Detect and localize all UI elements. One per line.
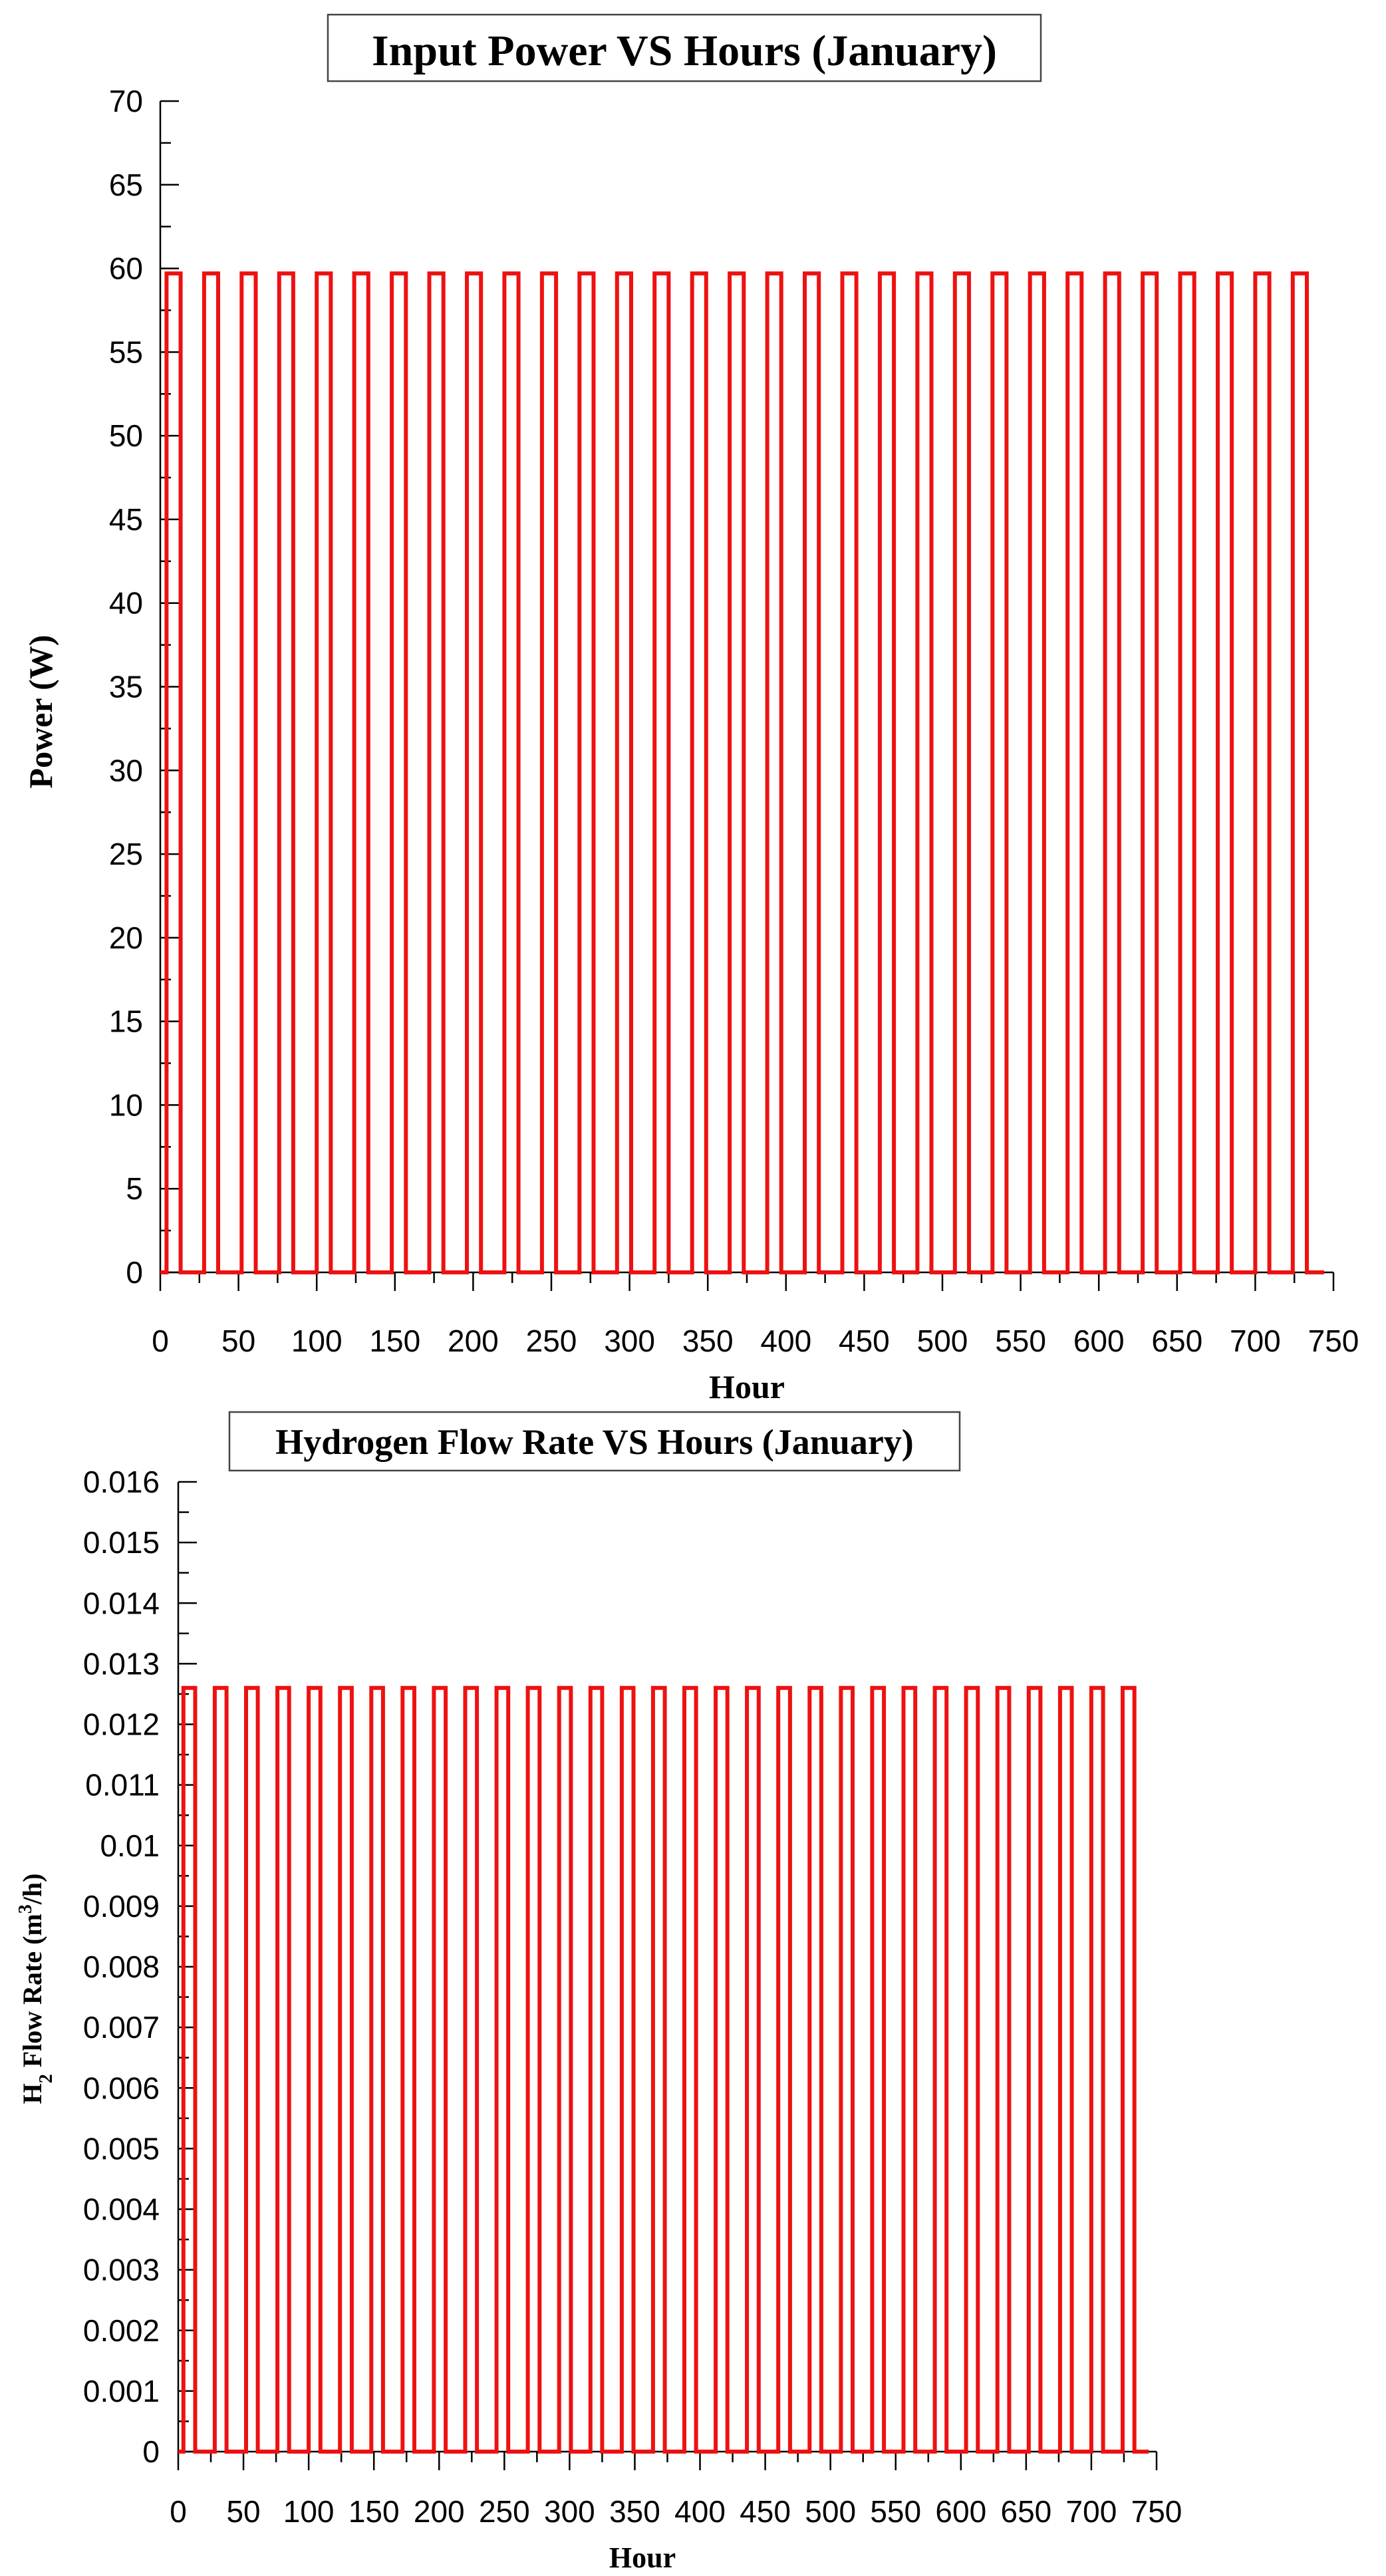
y-tick-label: 0.003 <box>82 2252 160 2287</box>
chart-title-group <box>328 15 1041 81</box>
y-tick-label: 30 <box>108 753 143 788</box>
x-tick-label: 700 <box>1230 1324 1281 1358</box>
x-axis-title: Hour <box>609 2541 676 2574</box>
y-tick-label: 0.015 <box>82 1525 160 1560</box>
y-tick-label: 0 <box>126 1255 143 1290</box>
x-tick-label: 600 <box>1073 1324 1125 1358</box>
y-tick-label: 20 <box>108 920 143 955</box>
x-tick-label: 50 <box>221 1324 256 1358</box>
x-tick-label: 650 <box>1151 1324 1203 1358</box>
x-tick-label: 400 <box>760 1324 812 1358</box>
x-tick-label: 100 <box>283 2494 335 2529</box>
y-tick-label: 0.004 <box>82 2192 160 2227</box>
x-tick-label: 400 <box>674 2494 726 2529</box>
chart-title: Hydrogen Flow Rate VS Hours (January) <box>275 1422 914 1462</box>
y-tick-label: 25 <box>108 837 143 872</box>
x-tick-label: 50 <box>226 2494 261 2529</box>
y-tick-label: 15 <box>108 1004 143 1039</box>
y-tick-label: 0.01 <box>100 1828 160 1863</box>
chart-input-power <box>22 15 1359 1405</box>
x-tick-label: 350 <box>609 2494 660 2529</box>
x-tick-label: 650 <box>1000 2494 1052 2529</box>
y-tick-label: 0.009 <box>82 1888 160 1924</box>
y-tick-label: 0 <box>142 2434 160 2469</box>
x-tick-label: 450 <box>740 2494 791 2529</box>
x-axis-title: Hour <box>709 1368 785 1405</box>
y-tick-label: 35 <box>108 669 143 704</box>
x-tick-label: 100 <box>291 1324 343 1358</box>
x-tick-label: 300 <box>604 1324 655 1358</box>
x-tick-label: 500 <box>916 1324 968 1358</box>
x-tick-label: 250 <box>478 2494 530 2529</box>
y-tick-label: 0.007 <box>82 2010 160 2045</box>
chart-title: Input Power VS Hours (January) <box>371 27 998 75</box>
y-axis-title: Power (W) <box>22 635 59 789</box>
x-tick-label: 200 <box>413 2494 465 2529</box>
x-tick-label: 0 <box>152 1324 169 1358</box>
x-tick-label: 300 <box>544 2494 595 2529</box>
x-tick-label: 0 <box>170 2494 187 2529</box>
y-tick-label: 0.016 <box>82 1465 160 1499</box>
y-tick-label: 45 <box>108 501 143 537</box>
y-tick-label: 0.006 <box>82 2071 160 2106</box>
chart-title-group <box>229 1412 960 1471</box>
x-tick-label: 450 <box>839 1324 890 1358</box>
y-tick-label: 0.001 <box>82 2373 160 2408</box>
y-tick-label: 65 <box>108 167 143 202</box>
y-tick-label: 0.012 <box>82 1707 160 1742</box>
y-axis-title: $H_2$ Flow Rate $(m^3/h)$ <box>15 1873 57 2104</box>
x-tick-label: 150 <box>348 2494 400 2529</box>
y-tick-label: 40 <box>108 585 143 621</box>
plot-area <box>160 273 1324 1272</box>
series-line <box>178 1688 1149 2452</box>
chart-hydrogen-flow <box>15 1412 1182 2574</box>
x-tick-label: 750 <box>1308 1324 1359 1358</box>
y-tick-label: 0.002 <box>82 2313 160 2348</box>
x-tick-label: 500 <box>805 2494 857 2529</box>
y-tick-label: 0.005 <box>82 2131 160 2166</box>
x-tick-label: 550 <box>995 1324 1046 1358</box>
y-tick-label: 70 <box>108 84 143 118</box>
x-tick-label: 250 <box>525 1324 577 1358</box>
y-tick-label: 5 <box>126 1171 143 1207</box>
y-tick-label: 0.014 <box>82 1586 160 1621</box>
y-tick-label: 0.011 <box>85 1767 160 1802</box>
x-tick-label: 550 <box>870 2494 922 2529</box>
x-tick-label: 200 <box>448 1324 499 1358</box>
y-tick-label: 55 <box>108 335 143 370</box>
y-tick-label: 0.013 <box>82 1646 160 1681</box>
y-tick-label: 50 <box>108 418 143 454</box>
x-tick-label: 600 <box>935 2494 987 2529</box>
x-tick-label: 350 <box>682 1324 734 1358</box>
y-tick-label: 0.008 <box>82 1949 160 1984</box>
x-tick-label: 700 <box>1065 2494 1117 2529</box>
x-tick-label: 150 <box>369 1324 421 1358</box>
y-tick-label: 60 <box>108 251 143 286</box>
y-tick-label: 10 <box>108 1087 143 1123</box>
x-tick-label: 750 <box>1131 2494 1182 2529</box>
plot-area <box>178 1688 1149 2452</box>
series-line <box>160 273 1324 1272</box>
